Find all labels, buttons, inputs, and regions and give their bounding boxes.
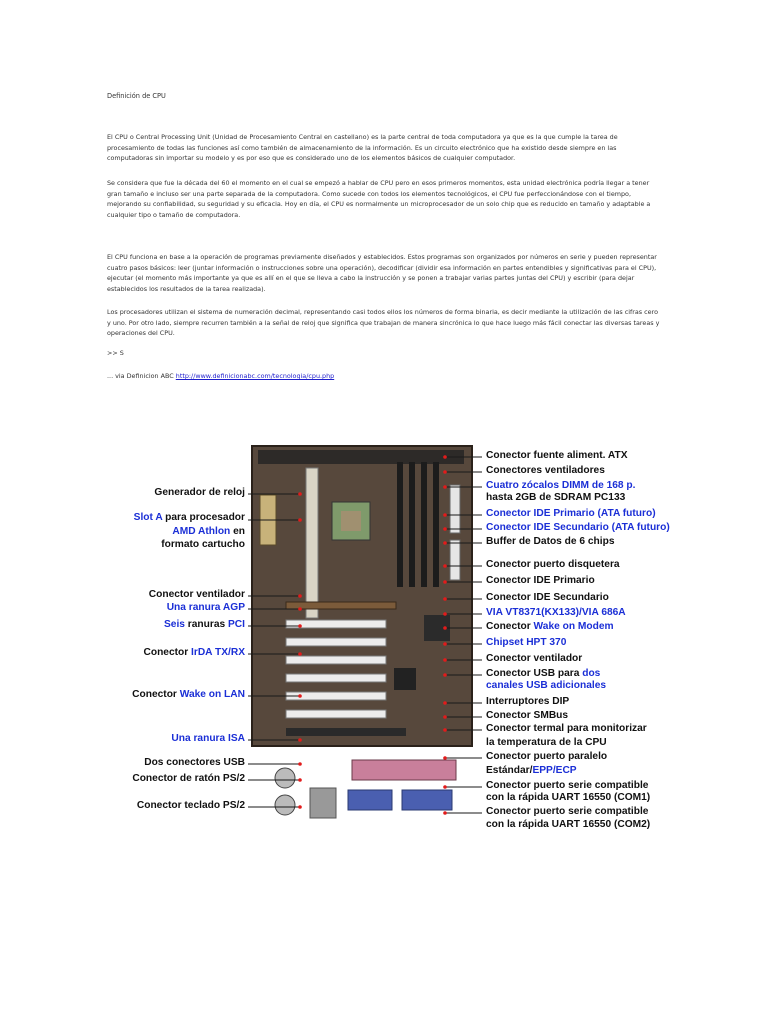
left-label-1 [154, 487, 245, 499]
left-label-8-part-1: Conector [143, 647, 192, 658]
right-label-9 [486, 575, 595, 587]
right-label-23 [486, 780, 648, 792]
left-label-1-part-1: Generador de reloj [154, 487, 245, 498]
right-label-4-part-1: hasta 2GB de SDRAM PC133 [486, 492, 626, 503]
left-label-3-part-2: en [230, 526, 245, 537]
dimm-slot-3 [421, 462, 427, 587]
right-leader-13-dot [443, 642, 447, 646]
left-leader-5-dot [298, 594, 302, 598]
left-label-9 [132, 689, 245, 701]
right-label-24-part-1: con la rápida UART 16550 (COM1) [486, 792, 651, 803]
right-label-1-part-1: Conector fuente aliment. ATX [486, 450, 628, 461]
left-leader-9-dot [298, 694, 302, 698]
right-label-13 [486, 637, 566, 649]
serial-port-com2 [402, 790, 452, 810]
left-label-12 [132, 773, 245, 785]
ide-connector-1 [450, 485, 460, 533]
right-label-15-part-2: dos [582, 668, 601, 679]
right-label-25-part-1: Conector puerto serie compatible [486, 806, 649, 817]
left-label-8-part-2: IrDA TX/RX [191, 647, 245, 658]
slot-a [306, 468, 318, 618]
right-leader-5-dot [443, 513, 447, 517]
cpu-chip [341, 511, 361, 531]
right-label-15-part-1: Conector USB para [486, 668, 583, 679]
left-label-11-part-1: Dos conectores USB [144, 757, 245, 768]
paragraph-3: El CPU funciona en base a la operación de programas previamente diseñados y establecidos. Estos programas son organizados por números en serie y pueden representar cuatro pasos básicos: leer (juntar información o instrucciones sobre una operación), decodificar (dividir esa información en partes entendibles y significativas para el CPU), ejecutar (el momento más importante ya que es allí en el que se lleva a cabo la instrucción y se ponen a trabajar varias partes juntas del CPU) y escribir (para dejar establecidos los resultados de la tarea realizada). [107, 253, 657, 293]
left-label-3 [172, 526, 245, 538]
right-leader-19-dot [443, 728, 447, 732]
left-label-4-part-1: formato cartucho [161, 539, 245, 550]
parallel-port [352, 760, 456, 780]
top-connectors [258, 450, 464, 464]
right-label-7 [486, 536, 615, 548]
left-label-9-part-1: Conector [132, 689, 180, 700]
right-leader-14-dot [443, 658, 447, 662]
right-label-20 [486, 737, 607, 749]
paragraph-4: Los procesadores utilizan el sistema de numeración decimal, representando casi todos ellos los números de forma binaria, es decir mediante la utilización de las cifras cero y uno. Por otro lado, siempre recurren también a la señal de reloj que significa que trabajan de manera sincrónica lo que hace luego más fácil conectar las diversas tareas y operaciones del CPU. [107, 308, 660, 338]
right-leader-6-dot [443, 527, 447, 531]
left-label-7-part-3: PCI [228, 619, 245, 630]
right-label-26-part-1: con la rápida UART 16550 (COM2) [486, 819, 651, 830]
right-label-21-part-1: Conector puerto paralelo [486, 751, 608, 762]
right-label-19-part-1: Conector termal para monitorizar [486, 723, 647, 734]
right-label-4 [486, 492, 625, 504]
left-label-10-part-1: Una ranura [171, 733, 229, 744]
right-label-15 [486, 668, 600, 680]
right-leader-21-dot [443, 756, 447, 760]
left-label-6-part-1: Una ranura AGP [166, 602, 245, 613]
left-leader-2-dot [298, 518, 302, 522]
left-label-6 [167, 602, 245, 614]
right-label-2-part-1: Conectores ventiladores [486, 465, 605, 476]
left-label-12-part-1: Conector de ratón PS/2 [132, 773, 245, 784]
usb-ports [310, 788, 336, 818]
left-label-5-part-1: Conector ventilador [148, 589, 245, 600]
right-label-11 [486, 607, 626, 619]
right-label-25 [486, 806, 648, 818]
right-label-22-part-2: EPP/ECP [532, 765, 577, 776]
left-label-9-part-2: Wake on LAN [179, 689, 245, 700]
left-label-2-part-1: Slot A [133, 512, 163, 523]
right-label-8-part-1: Conector puerto disquetera [486, 559, 620, 570]
right-label-17 [486, 696, 569, 708]
paragraph-1: El CPU o Central Processing Unit (Unidad de Procesamiento Central en castellano) es la parte central de toda computadora ya que es la que cumple la tarea de procesamiento de todas las funciones así como también de almacenamiento de la información. Es un circuito electrónico que ha existido desde siempre en las computadoras sin importar su modelo y es por eso que es considerado uno de los elementos básicos de cualquier computador. [107, 133, 618, 163]
right-leader-9-dot [443, 580, 447, 584]
left-label-2-part-2: para procesador [162, 512, 245, 523]
right-label-23-part-1: Conector puerto serie compatible [486, 780, 649, 791]
pci-slot-4 [286, 674, 386, 682]
left-leader-13-dot [298, 805, 302, 809]
right-label-5-part-1: Conector IDE Primario (ATA futuro) [486, 508, 656, 519]
right-label-5 [486, 508, 656, 520]
left-label-11 [144, 757, 245, 769]
paragraph-2: Se considera que fue la década del 60 el momento en el cual se empezó a hablar de CPU pero en esos primeros momentos, esta unidad electrónica podría llegar a tener gran tamaño e incluso ser una parte separada de la computadora. Como sucede con todos los elementos tecnológicos, el CPU fue perfeccionándose con el tiempo, mejorando su confiabilidad, su seguridad y su eficacia. Hoy en día, el CPU es normalmente un microprocesador de un solo chip que es reducido en tamaño y adaptable a cualquier tipo o tamaño de computadora. [107, 179, 651, 219]
right-label-12 [486, 621, 614, 633]
right-label-11-part-1: VIA VT8371(KX133)/VIA 686A [486, 607, 626, 618]
right-label-18 [486, 710, 568, 722]
right-leader-23-dot [443, 785, 447, 789]
left-label-7-part-2: ranuras [184, 619, 229, 630]
more-marker: >> S [107, 349, 124, 357]
right-label-8 [486, 559, 620, 571]
right-leader-18-dot [443, 715, 447, 719]
right-label-21 [486, 751, 607, 763]
motherboard-figure [100, 440, 670, 840]
dimm-slot-2 [409, 462, 415, 587]
right-leader-10-dot [443, 597, 447, 601]
left-label-2 [134, 512, 245, 524]
left-label-7 [164, 619, 245, 631]
chipset-hpt370 [394, 668, 416, 690]
left-label-8 [143, 647, 245, 659]
right-label-1 [486, 450, 628, 462]
ide-connector-2 [450, 540, 460, 580]
right-label-13-part-1: Chipset HPT 370 [486, 637, 567, 648]
left-leader-6-dot [298, 607, 302, 611]
left-leader-8-dot [298, 652, 302, 656]
right-label-3-part-1: Cuatro zócalos DIMM de 168 p. [486, 480, 636, 491]
left-label-13-part-1: Conector teclado PS/2 [136, 800, 245, 811]
right-label-6-part-1: Conector IDE Secundario (ATA futuro) [486, 522, 670, 533]
right-label-24 [486, 792, 650, 804]
right-leader-7-dot [443, 541, 447, 545]
source-line [107, 371, 662, 382]
right-leader-3-dot [443, 485, 447, 489]
right-label-22 [486, 765, 577, 777]
right-label-20-part-1: la temperatura de la CPU [486, 737, 607, 748]
right-leader-2-dot [443, 470, 447, 474]
right-leader-25-dot [443, 811, 447, 815]
left-label-4 [161, 539, 245, 551]
right-label-22-part-1: Estándar/ [486, 765, 533, 776]
right-leader-12-dot [443, 626, 447, 630]
right-label-7-part-1: Buffer de Datos de 6 chips [486, 536, 615, 547]
page-title: Definición de CPU [107, 92, 166, 100]
pci-slot-2 [286, 638, 386, 646]
left-leader-11-dot [298, 762, 302, 766]
source-prefix: ... via Definicion ABC [107, 372, 176, 380]
right-label-18-part-1: Conector SMBus [486, 710, 569, 721]
left-label-7-part-1: Seis [164, 619, 185, 630]
right-label-3 [486, 480, 635, 492]
right-leader-17-dot [443, 701, 447, 705]
right-label-14-part-1: Conector ventilador [486, 653, 583, 664]
right-label-17-part-1: Interruptores DIP [486, 696, 570, 707]
left-leader-1-dot [298, 492, 302, 496]
right-label-10-part-1: Conector IDE Secundario [486, 592, 609, 603]
left-leader-12-dot [298, 778, 302, 782]
right-leader-15-dot [443, 673, 447, 677]
left-label-13 [137, 800, 245, 812]
right-label-2 [486, 465, 605, 477]
isa-slot [286, 728, 406, 736]
pci-slot-3 [286, 656, 386, 664]
ps2-keyboard-port [275, 795, 295, 815]
left-leader-10-dot [298, 738, 302, 742]
right-label-12-part-1: Conector [486, 621, 534, 632]
left-label-5 [149, 589, 245, 601]
pci-slot-6 [286, 710, 386, 718]
agp-slot [286, 602, 396, 609]
right-label-16 [486, 680, 606, 692]
right-label-6 [486, 522, 670, 534]
right-leader-8-dot [443, 564, 447, 568]
right-label-19 [486, 723, 647, 735]
right-label-10 [486, 592, 609, 604]
left-leader-7-dot [298, 624, 302, 628]
right-label-16-part-1: canales USB adicionales [486, 680, 607, 691]
left-label-3-part-1: AMD Athlon [172, 526, 231, 537]
left-label-10-part-2: ISA [228, 733, 245, 744]
source-link[interactable]: http://www.definicionabc.com/tecnologia/cpu.php [175, 372, 335, 380]
serial-port-com1 [348, 790, 392, 810]
right-label-26 [486, 819, 650, 831]
right-leader-11-dot [443, 612, 447, 616]
dimm-slot-1 [397, 462, 403, 587]
right-label-14 [486, 653, 582, 665]
right-label-9-part-1: Conector IDE Primario [486, 575, 595, 586]
left-label-10 [171, 733, 245, 745]
right-label-12-part-2: Wake on Modem [533, 621, 614, 632]
ps2-mouse-port [275, 768, 295, 788]
right-leader-1-dot [443, 455, 447, 459]
dimm-slot-4 [433, 462, 439, 587]
